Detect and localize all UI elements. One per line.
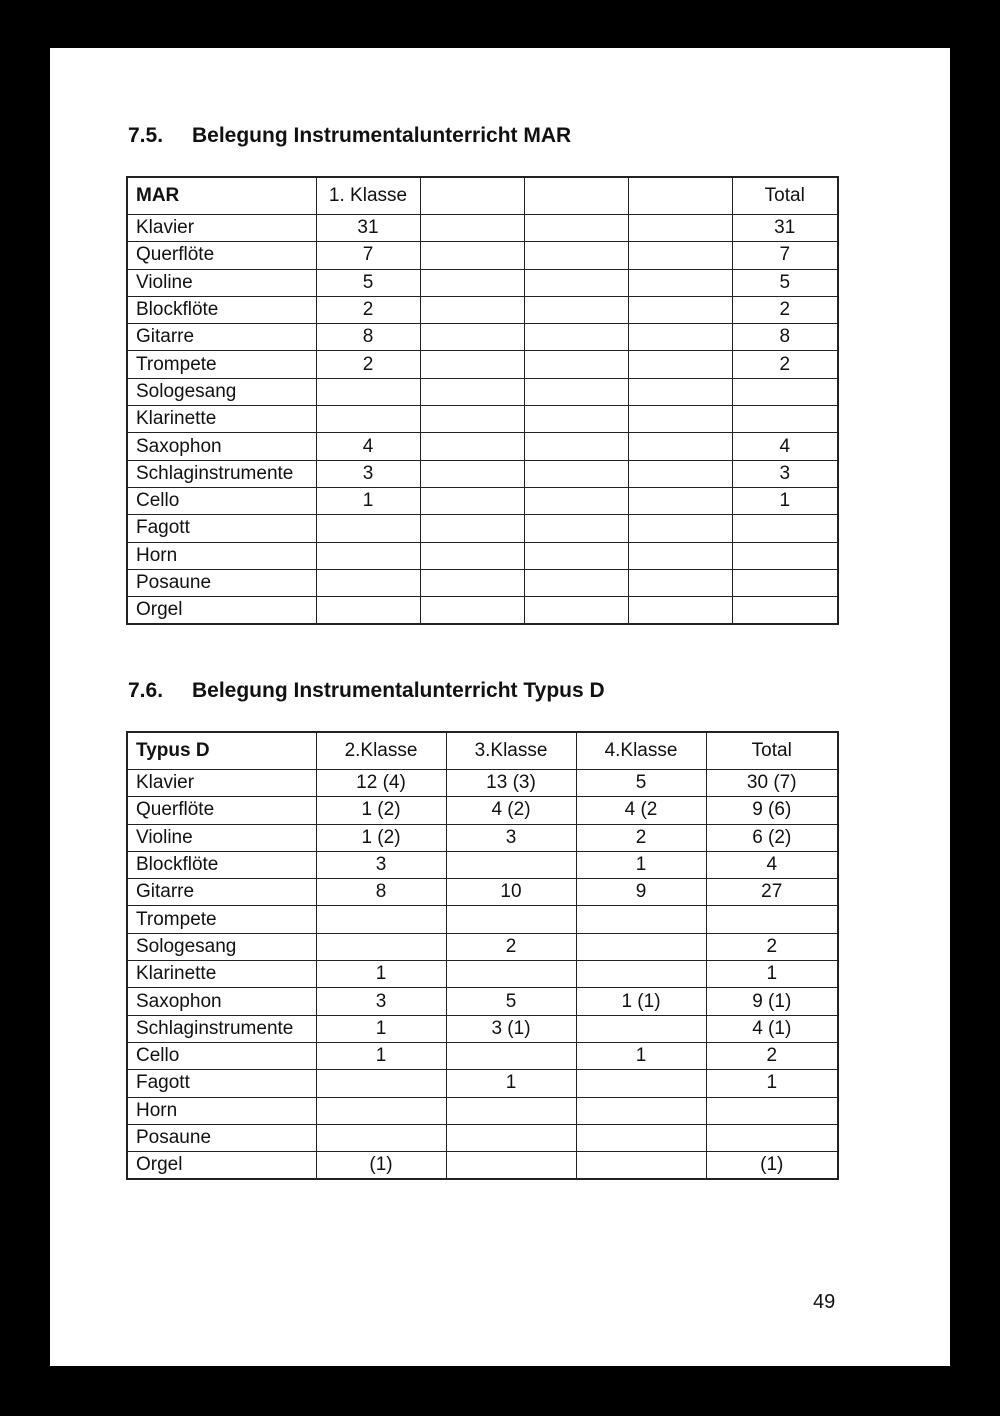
count-cell xyxy=(420,324,524,351)
count-cell xyxy=(524,487,628,514)
count-cell xyxy=(420,460,524,487)
count-cell xyxy=(446,1042,576,1069)
count-cell xyxy=(420,569,524,596)
table-row xyxy=(127,770,838,797)
count-cell: 4 (2 xyxy=(576,797,706,824)
column-header xyxy=(420,177,524,215)
count-cell: 1 xyxy=(576,851,706,878)
instrument-label: Querflöte xyxy=(127,242,316,269)
count-cell xyxy=(524,542,628,569)
count-cell xyxy=(524,460,628,487)
column-header: 2.Klasse xyxy=(316,732,446,770)
column-header: MAR xyxy=(127,177,316,215)
count-cell: 3 xyxy=(316,988,446,1015)
instrument-label: Klarinette xyxy=(127,961,316,988)
instrument-label: Saxophon xyxy=(127,433,316,460)
instrument-label: Sologesang xyxy=(127,378,316,405)
table-row xyxy=(127,542,838,569)
instrument-label: Saxophon xyxy=(127,988,316,1015)
section-number: 7.5. xyxy=(128,124,164,147)
table-row xyxy=(127,406,838,433)
count-cell: 3 xyxy=(732,460,838,487)
table-row xyxy=(127,1097,838,1124)
count-cell: (1) xyxy=(316,1152,446,1180)
count-cell: 31 xyxy=(732,215,838,242)
column-header: 1. Klasse xyxy=(316,177,420,215)
count-cell xyxy=(524,242,628,269)
count-cell: 13 (3) xyxy=(446,770,576,797)
table-row xyxy=(127,569,838,596)
instrument-label: Schlaginstrumente xyxy=(127,460,316,487)
count-cell xyxy=(524,406,628,433)
count-cell: 4 xyxy=(732,433,838,460)
table-row xyxy=(127,851,838,878)
count-cell xyxy=(316,406,420,433)
count-cell: 12 (4) xyxy=(316,770,446,797)
count-cell: 30 (7) xyxy=(706,770,838,797)
count-cell: 2 xyxy=(576,824,706,851)
count-cell xyxy=(316,378,420,405)
count-cell: 4 (1) xyxy=(706,1015,838,1042)
count-cell: 1 xyxy=(706,1070,838,1097)
table-row xyxy=(127,1070,838,1097)
count-cell xyxy=(420,269,524,296)
empty-cell xyxy=(628,324,732,351)
instrument-label: Gitarre xyxy=(127,879,316,906)
count-cell xyxy=(420,542,524,569)
count-cell: 2 xyxy=(706,933,838,960)
instrument-label: Klarinette xyxy=(127,406,316,433)
instrument-label: Querflöte xyxy=(127,797,316,824)
instrument-label: Schlaginstrumente xyxy=(127,1015,316,1042)
count-cell xyxy=(524,569,628,596)
instrument-label: Orgel xyxy=(127,1152,316,1180)
count-cell: 1 xyxy=(706,961,838,988)
count-cell xyxy=(524,378,628,405)
count-cell: 1 xyxy=(732,487,838,514)
table-row xyxy=(127,906,838,933)
empty-cell xyxy=(628,351,732,378)
count-cell: 1 (2) xyxy=(316,797,446,824)
count-cell xyxy=(524,433,628,460)
section-number: 7.6. xyxy=(128,679,164,702)
count-cell xyxy=(576,1097,706,1124)
count-cell: 5 xyxy=(732,269,838,296)
column-header xyxy=(628,177,732,215)
instrument-label: Posaune xyxy=(127,1124,316,1151)
empty-cell xyxy=(628,406,732,433)
count-cell: 8 xyxy=(732,324,838,351)
count-cell: 1 xyxy=(316,487,420,514)
instrument-label: Klavier xyxy=(127,215,316,242)
count-cell xyxy=(446,1097,576,1124)
count-cell xyxy=(316,1124,446,1151)
count-cell: 4 (2) xyxy=(446,797,576,824)
count-cell: 8 xyxy=(316,879,446,906)
empty-cell xyxy=(628,242,732,269)
table-row xyxy=(127,378,838,405)
table-header-row xyxy=(127,177,838,215)
table-row xyxy=(127,1015,838,1042)
count-cell: 5 xyxy=(576,770,706,797)
table-row xyxy=(127,433,838,460)
count-cell xyxy=(524,515,628,542)
count-cell xyxy=(316,933,446,960)
count-cell: 3 xyxy=(446,824,576,851)
empty-cell xyxy=(628,433,732,460)
section-title: Belegung Instrumentalunterricht Typus D xyxy=(192,679,605,702)
table-row xyxy=(127,879,838,906)
count-cell: 5 xyxy=(316,269,420,296)
count-cell: 31 xyxy=(316,215,420,242)
table-row xyxy=(127,269,838,296)
table-row xyxy=(127,1152,838,1180)
column-header: 3.Klasse xyxy=(446,732,576,770)
count-cell: 9 (1) xyxy=(706,988,838,1015)
count-cell xyxy=(576,961,706,988)
instrument-label: Horn xyxy=(127,542,316,569)
instrument-label: Fagott xyxy=(127,1070,316,1097)
count-cell xyxy=(420,215,524,242)
column-header xyxy=(524,177,628,215)
count-cell: 9 (6) xyxy=(706,797,838,824)
count-cell xyxy=(524,597,628,625)
instrument-label: Violine xyxy=(127,269,316,296)
count-cell: 2 xyxy=(732,351,838,378)
count-cell: 9 xyxy=(576,879,706,906)
count-cell: 2 xyxy=(316,351,420,378)
count-cell xyxy=(732,569,838,596)
count-cell xyxy=(446,906,576,933)
count-cell: 2 xyxy=(732,296,838,323)
column-header: Total xyxy=(706,732,838,770)
table-row xyxy=(127,242,838,269)
count-cell xyxy=(576,1124,706,1151)
section-title: Belegung Instrumentalunterricht MAR xyxy=(192,124,572,147)
instrument-label: Blockflöte xyxy=(127,296,316,323)
table-row xyxy=(127,797,838,824)
empty-cell xyxy=(628,542,732,569)
count-cell xyxy=(706,1097,838,1124)
count-cell: 3 xyxy=(316,851,446,878)
column-header: Typus D xyxy=(127,732,316,770)
table-row xyxy=(127,215,838,242)
document-page xyxy=(50,48,950,1366)
count-cell: 1 xyxy=(576,1042,706,1069)
instrument-label: Trompete xyxy=(127,351,316,378)
instrument-label: Orgel xyxy=(127,597,316,625)
count-cell xyxy=(420,515,524,542)
count-cell xyxy=(420,378,524,405)
count-cell: 8 xyxy=(316,324,420,351)
empty-cell xyxy=(628,215,732,242)
count-cell xyxy=(446,1124,576,1151)
table-row xyxy=(127,460,838,487)
count-cell xyxy=(316,1097,446,1124)
instrument-table-typus-d xyxy=(126,731,839,1180)
count-cell xyxy=(732,378,838,405)
count-cell: 2 xyxy=(316,296,420,323)
count-cell xyxy=(316,906,446,933)
count-cell xyxy=(420,296,524,323)
count-cell xyxy=(420,242,524,269)
table-row xyxy=(127,1124,838,1151)
count-cell: 1 (1) xyxy=(576,988,706,1015)
table-body xyxy=(127,215,838,625)
empty-cell xyxy=(628,515,732,542)
page-number: 49 xyxy=(813,1291,836,1313)
count-cell xyxy=(576,906,706,933)
instrument-label: Posaune xyxy=(127,569,316,596)
count-cell xyxy=(576,1152,706,1180)
count-cell xyxy=(420,597,524,625)
empty-cell xyxy=(628,487,732,514)
table-row xyxy=(127,961,838,988)
count-cell xyxy=(316,515,420,542)
count-cell xyxy=(316,597,420,625)
column-header: Total xyxy=(732,177,838,215)
count-cell xyxy=(524,269,628,296)
count-cell xyxy=(576,1070,706,1097)
count-cell: 10 xyxy=(446,879,576,906)
count-cell: 27 xyxy=(706,879,838,906)
table-row xyxy=(127,515,838,542)
count-cell: 1 xyxy=(446,1070,576,1097)
count-cell xyxy=(420,487,524,514)
instrument-label: Trompete xyxy=(127,906,316,933)
empty-cell xyxy=(628,269,732,296)
table-header-row xyxy=(127,732,838,770)
count-cell: 3 (1) xyxy=(446,1015,576,1042)
count-cell xyxy=(732,515,838,542)
count-cell: 2 xyxy=(446,933,576,960)
table-row xyxy=(127,351,838,378)
count-cell: 1 (2) xyxy=(316,824,446,851)
count-cell xyxy=(446,851,576,878)
instrument-label: Blockflöte xyxy=(127,851,316,878)
instrument-label: Cello xyxy=(127,487,316,514)
count-cell xyxy=(524,351,628,378)
count-cell xyxy=(524,215,628,242)
empty-cell xyxy=(628,378,732,405)
count-cell: 2 xyxy=(706,1042,838,1069)
instrument-label: Horn xyxy=(127,1097,316,1124)
count-cell xyxy=(316,569,420,596)
count-cell xyxy=(420,433,524,460)
instrument-label: Fagott xyxy=(127,515,316,542)
count-cell: 1 xyxy=(316,1042,446,1069)
section-heading-7-6 xyxy=(128,679,605,703)
count-cell xyxy=(420,406,524,433)
empty-cell xyxy=(628,597,732,625)
table-body xyxy=(127,770,838,1180)
count-cell: 7 xyxy=(732,242,838,269)
instrument-label: Cello xyxy=(127,1042,316,1069)
count-cell xyxy=(446,961,576,988)
table-row xyxy=(127,824,838,851)
count-cell: (1) xyxy=(706,1152,838,1180)
count-cell: 3 xyxy=(316,460,420,487)
count-cell xyxy=(732,542,838,569)
count-cell: 7 xyxy=(316,242,420,269)
table-row xyxy=(127,324,838,351)
count-cell xyxy=(524,324,628,351)
table-row xyxy=(127,988,838,1015)
empty-cell xyxy=(628,460,732,487)
count-cell: 5 xyxy=(446,988,576,1015)
count-cell xyxy=(316,542,420,569)
instrument-label: Gitarre xyxy=(127,324,316,351)
count-cell: 1 xyxy=(316,961,446,988)
table-row xyxy=(127,296,838,323)
count-cell: 4 xyxy=(316,433,420,460)
count-cell xyxy=(732,406,838,433)
count-cell xyxy=(576,1015,706,1042)
count-cell xyxy=(316,1070,446,1097)
column-header: 4.Klasse xyxy=(576,732,706,770)
count-cell xyxy=(732,597,838,625)
empty-cell xyxy=(628,296,732,323)
empty-cell xyxy=(628,569,732,596)
count-cell xyxy=(706,906,838,933)
count-cell xyxy=(706,1124,838,1151)
section-heading-7-5 xyxy=(128,124,571,148)
count-cell xyxy=(576,933,706,960)
count-cell: 1 xyxy=(316,1015,446,1042)
instrument-label: Violine xyxy=(127,824,316,851)
table-row xyxy=(127,487,838,514)
count-cell xyxy=(446,1152,576,1180)
instrument-label: Sologesang xyxy=(127,933,316,960)
table-row xyxy=(127,1042,838,1069)
instrument-table-mar xyxy=(126,176,839,625)
count-cell: 6 (2) xyxy=(706,824,838,851)
table-row xyxy=(127,933,838,960)
count-cell xyxy=(524,296,628,323)
table-row xyxy=(127,597,838,625)
count-cell xyxy=(420,351,524,378)
instrument-label: Klavier xyxy=(127,770,316,797)
count-cell: 4 xyxy=(706,851,838,878)
